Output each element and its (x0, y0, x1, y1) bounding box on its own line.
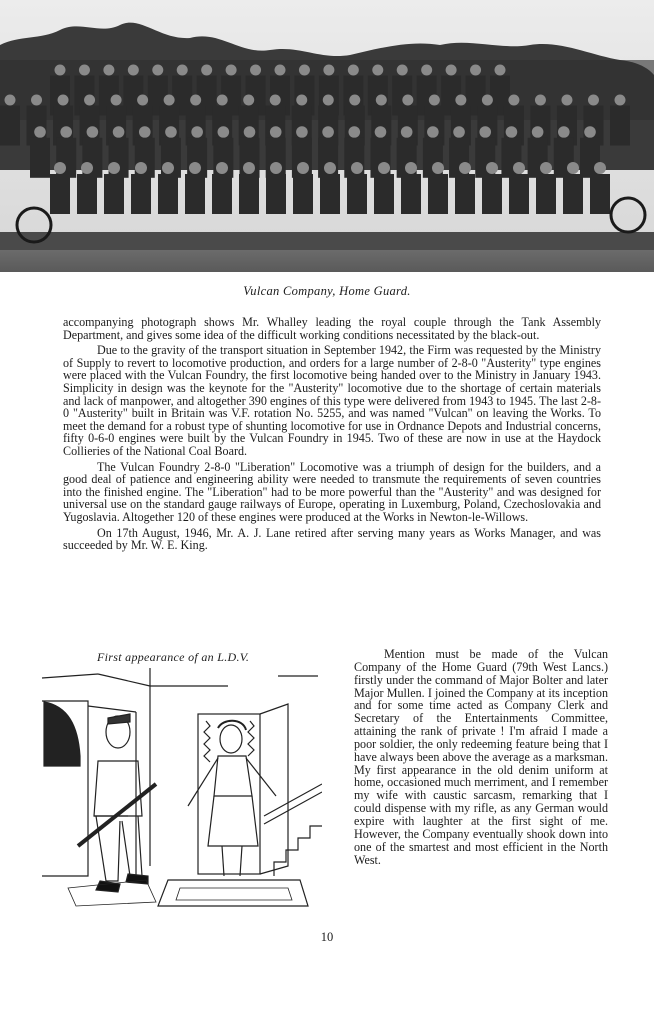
soldier-head (135, 162, 147, 174)
soldier-head (111, 95, 122, 106)
soldier-figure (78, 714, 156, 892)
home-guard-group-photo (0, 0, 654, 272)
soldier-head (189, 162, 201, 174)
soldier-body (320, 174, 340, 214)
soldier-head (455, 95, 466, 106)
soldier-body (509, 174, 529, 214)
soldier-head (216, 162, 228, 174)
soldier-head (275, 65, 286, 76)
soldier-head (532, 126, 544, 138)
soldier-head (137, 95, 148, 106)
soldier-head (201, 65, 212, 76)
soldier-head (270, 126, 282, 138)
soldier-head (432, 162, 444, 174)
soldier-head (191, 126, 203, 138)
woman-figure (188, 721, 276, 876)
soldier-body (401, 174, 421, 214)
soldier-body (266, 174, 286, 214)
soldier-head (446, 65, 457, 76)
soldier-head (244, 126, 256, 138)
soldier-head (296, 95, 307, 106)
soldier-head (459, 162, 471, 174)
cartoon-caption: First appearance of an L.D.V. (97, 650, 250, 664)
soldier-head (508, 95, 519, 106)
soldier-head (87, 126, 99, 138)
paragraph: Due to the gravity of the transport situation in September 1942, the Firm was requested by the Ministry of Supply to revert to locomotive production, and orders for a large number of 2-8-0 "Austerity" type engines were placed with the Vulcan Foundry, the first locomotive being handed over to the Ministry in January 1943. Simplicity in design was the keynote for the "Austerity" locomotive due to the shortage of certain materials and lack of manpower, and altogether 390 engines of this type were delivered from 1943 to 1945. The last 2-8-0 "Austerity" built in Britain was V.F. rotation No. 5255, and was named "Vulcan" on leaving the Works. To meet the demand for a robust type of shunting locomotive for use in Ordnance Depots and Industrial concerns, fifty 0-6-0 engines were built by the Vulcan Foundry in 1945. Two of these are now in use at the Haydock Collieries of the National Coal Board. (63, 343, 601, 458)
main-article-text (63, 316, 601, 552)
soldier-head (190, 95, 201, 106)
soldier-head (243, 162, 255, 174)
soldier-head (453, 126, 465, 138)
photo-caption: Vulcan Company, Home Guard. (243, 284, 411, 298)
soldier-head (470, 65, 481, 76)
soldier-head (60, 126, 72, 138)
soldier-body (374, 174, 394, 214)
soldier-head (397, 65, 408, 76)
cartoon-drawing (38, 666, 322, 910)
soldier-head (128, 65, 139, 76)
soldier-body (536, 174, 556, 214)
soldier-head (108, 162, 120, 174)
paragraph: Mention must be made of the Vulcan Company of the Home Guard (79th West Lancs.) firstly under the command of Major Bolter and later Major Mullen. I joined the Company at its inception and for some time acted as Company Clerk and Secretary of the Entertainments Committee, attaining the rank of private ! I'm afraid I made a poor soldier, the only redeeming feature being that I have always been above the average as a marksman. My first appearance in the old denim uniform at home, occasioned much merriment, and I remember my wife with caustic sarcasm, remarking that I could dispense with my rifle, as any German would expire with laughter at the first sight of me. However, the Company eventually shook down into one of the smartest and most efficient in the North West. (354, 647, 608, 867)
soldier-head (177, 65, 188, 76)
soldier-head (372, 65, 383, 76)
soldier-head (323, 65, 334, 76)
soldier-head (270, 95, 281, 106)
soldier-head (567, 162, 579, 174)
soldier-head (324, 162, 336, 174)
soldier-body (610, 106, 630, 146)
soldier-head (482, 95, 493, 106)
soldier-head (479, 126, 491, 138)
soldier-head (615, 95, 626, 106)
soldier-body (455, 174, 475, 214)
soldier-head (421, 65, 432, 76)
soldier-head (506, 126, 518, 138)
soldier-head (376, 95, 387, 106)
soldier-body (30, 138, 50, 178)
soldier-head (513, 162, 525, 174)
soldier-body (158, 174, 178, 214)
soldier-head (5, 95, 16, 106)
soldier-head (540, 162, 552, 174)
soldier-head (34, 126, 46, 138)
soldier-head (401, 126, 413, 138)
soldier-head (270, 162, 282, 174)
paragraph: accompanying photograph shows Mr. Whalley leading the royal couple through the Tank Assembly Department, and gives some idea of the difficult working conditions necessitated by the black-out. (63, 315, 601, 342)
soldier-body (212, 174, 232, 214)
soldier-body (563, 174, 583, 214)
soldier-body (482, 174, 502, 214)
soldier-head (349, 95, 360, 106)
soldier-head (348, 65, 359, 76)
home-guard-text (354, 648, 608, 866)
soldier-head (297, 162, 309, 174)
soldier-head (322, 126, 334, 138)
soldier-head (165, 126, 177, 138)
page-number: 10 (320, 930, 334, 944)
soldier-body (0, 106, 20, 146)
soldier-head (243, 95, 254, 106)
soldier-head (54, 162, 66, 174)
soldier-body (293, 174, 313, 214)
soldier-head (348, 126, 360, 138)
paragraph: The Vulcan Foundry 2-8-0 "Liberation" Locomotive was a triumph of design for the builders, and a good deal of patience and engineering ability were needed to transmute the requirements of seven countries into the finished engine. The "Liberation" had to be more powerful than the "Austerity" and was designed for universal use on the standard gauge railways of Europe, operating in Luxemburg, Poland, Czechoslovakia and Yugoslavia. Altogether 120 of these engines were produced at the Works in Newton-le-Willows. (63, 459, 601, 524)
soldier-head (58, 95, 69, 106)
soldier-head (299, 65, 310, 76)
soldier-head (79, 65, 90, 76)
soldier-head (427, 126, 439, 138)
soldier-head (594, 162, 606, 174)
soldier-head (375, 126, 387, 138)
soldier-head (217, 95, 228, 106)
soldier-head (113, 126, 125, 138)
soldier-head (31, 95, 42, 106)
soldier-head (405, 162, 417, 174)
soldier-head (139, 126, 151, 138)
soldier-head (495, 65, 506, 76)
soldier-head (164, 95, 175, 106)
ldv-cartoon (38, 666, 322, 910)
soldier-head (250, 65, 261, 76)
soldier-head (218, 126, 230, 138)
soldier-head (429, 95, 440, 106)
soldier-body (131, 174, 151, 214)
soldier-head (584, 126, 596, 138)
soldier-body (104, 174, 124, 214)
soldier-head (486, 162, 498, 174)
soldier-body (347, 174, 367, 214)
soldier-head (152, 65, 163, 76)
soldier-head (588, 95, 599, 106)
paragraph: On 17th August, 1946, Mr. A. J. Lane retired after serving many years as Works Manager, and was succeeded by Mr. W. E. King. (63, 525, 601, 553)
soldier-head (103, 65, 114, 76)
photo-image (0, 0, 654, 272)
soldier-head (296, 126, 308, 138)
soldier-head (378, 162, 390, 174)
soldier-head (55, 65, 66, 76)
soldier-head (535, 95, 546, 106)
soldier-head (84, 95, 95, 106)
soldier-body (590, 174, 610, 214)
soldier-head (558, 126, 570, 138)
soldier-head (81, 162, 93, 174)
soldier-head (226, 65, 237, 76)
soldier-head (561, 95, 572, 106)
soldier-head (402, 95, 413, 106)
soldier-head (323, 95, 334, 106)
soldier-body (50, 174, 70, 214)
soldier-body (185, 174, 205, 214)
soldier-body (77, 174, 97, 214)
soldier-body (239, 174, 259, 214)
soldier-head (162, 162, 174, 174)
soldier-body (428, 174, 448, 214)
soldier-head (351, 162, 363, 174)
